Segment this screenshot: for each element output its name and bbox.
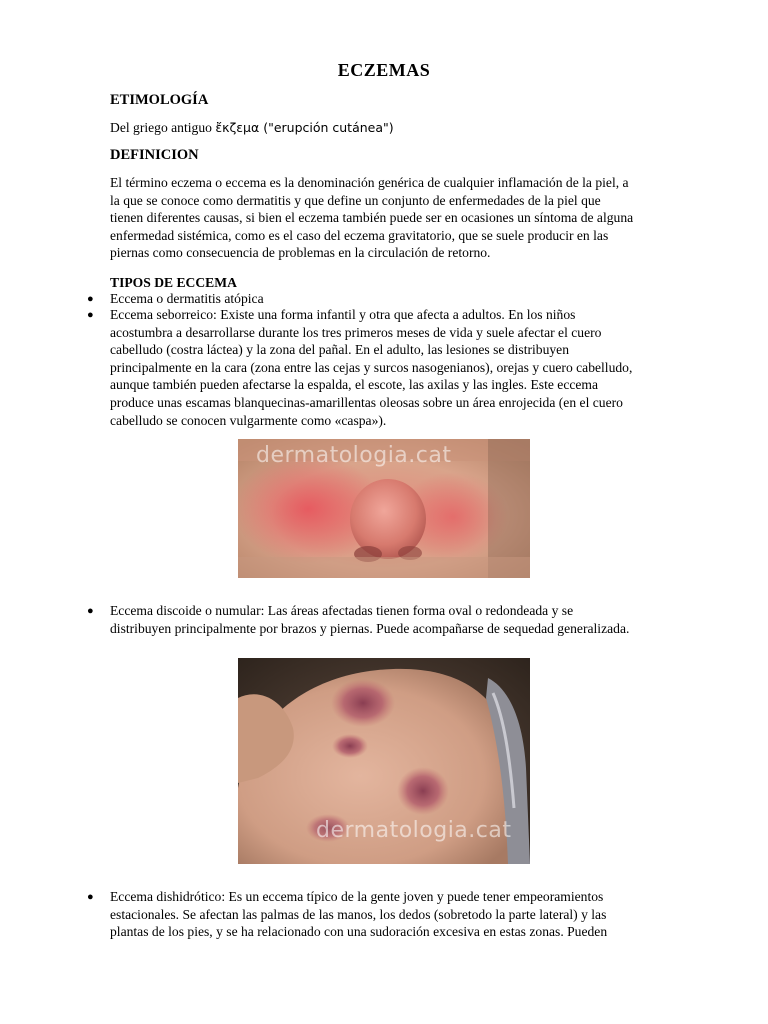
bullet-icon: ● (87, 309, 94, 321)
list-item-line: Eccema seborreico: Existe una forma infantil y otra que afecta a adultos. En los niños (110, 307, 576, 322)
seborrheic-eczema-photo (238, 439, 530, 578)
list-item (110, 306, 670, 429)
bullet-icon: ● (87, 293, 94, 305)
list-item-line: cabelludo (costra láctea) y la zona del pañal. En el adulto, las lesiones se distribuyen (110, 342, 570, 358)
list-item-line: aunque también pueden afectarse la espalda, el escote, las axilas y las ingles. Este eccema (110, 377, 599, 393)
bullet-icon: ● (87, 891, 94, 903)
list-item-line: distribuyen principalmente por brazos y piernas. Puede acompañarse de sequedad generalizada. (110, 620, 630, 636)
etimologia-text (110, 119, 670, 137)
image-watermark: dermatologia.cat (256, 443, 452, 468)
definicion-line: enfermedad sistémica, como es el caso del eczema gravitatorio, que se suele producir en las (110, 227, 609, 243)
etimologia-prefix: Del griego antiguo (110, 120, 212, 135)
list-item-line: Eccema o dermatitis atópica (110, 291, 264, 306)
bullet-icon: ● (87, 605, 94, 617)
discoid-eczema-photo (238, 658, 530, 864)
tipos-heading: TIPOS DE ECCEMA (110, 275, 237, 290)
definicion-line: El término eczema o eccema es la denominación genérica de cualquier inflamación de la piel, a (110, 175, 629, 190)
list-item-line: cabelludo se conocen vulgarmente como «caspa»). (110, 412, 387, 428)
definicion-line: piernas como consecuencia de problemas en la circulación de retorno. (110, 245, 491, 261)
list-item (110, 290, 670, 308)
list-item-line: produce unas escamas blanquecinas-amarillentas oleosas sobre un área enrojecida (en el cuero (110, 394, 623, 410)
list-item-line: principalmente en la cara (zona entre las cejas y surcos nasogenianos), orejas y cuero cabelludo, (110, 359, 633, 375)
list-item (110, 602, 670, 637)
page-title: ECZEMAS (337, 60, 431, 80)
etimologia-heading: ETIMOLOGÍA (110, 92, 209, 108)
definicion-line: tienen diferentes causas, si bien el eczema también puede ser en ocasiones un síntoma de alguna (110, 210, 634, 226)
image-watermark: dermatologia.cat (316, 818, 512, 843)
definicion-line: la que se conoce como dermatitis y que define un conjunto de enfermedades de la piel que (110, 192, 601, 208)
list-item-line: acostumbra a desarrollarse durante los tres primeros meses de vida y suele afectar el cuero (110, 324, 602, 340)
definicion-paragraph (110, 174, 670, 262)
list-item-line: Eccema dishidrótico: Es un eccema típico de la gente joven y puede tener empeoramientos (110, 889, 604, 904)
list-item-line: plantas de los pies, y se ha relacionado con una sudoración excesiva en estas zonas. Pueden (110, 924, 608, 940)
list-item-line: Eccema discoide o numular: Las áreas afectadas tienen forma oval o redondeada y se (110, 603, 574, 618)
etimologia-greek: ἔκζεμα ("erupción cutánea") (215, 120, 394, 135)
definicion-heading: DEFINICION (110, 147, 199, 163)
list-item (110, 888, 670, 941)
list-item-line: estacionales. Se afectan las palmas de las manos, los dedos (sobretodo la parte lateral) y las (110, 906, 607, 922)
